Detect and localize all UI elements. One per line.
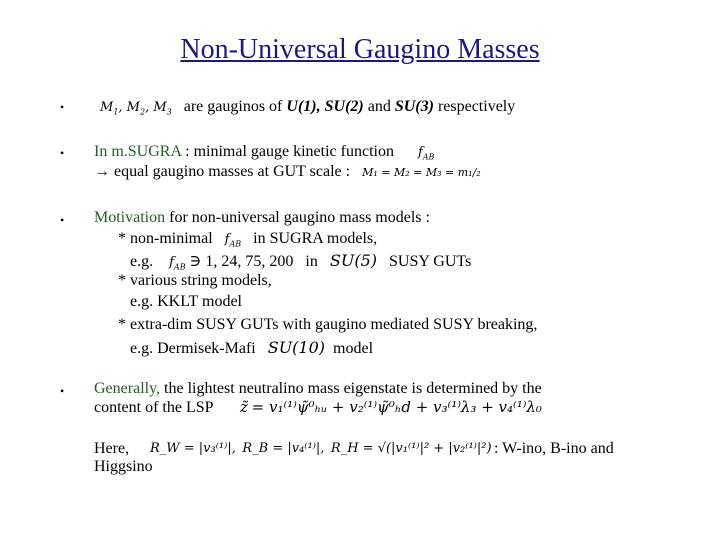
- m2-symbol: M: [126, 100, 140, 115]
- f-symbol: f: [417, 145, 423, 160]
- l1-f-symbol: f: [224, 232, 230, 247]
- group-u1: U(1),: [286, 98, 321, 115]
- slide-title: Non-Universal Gaugino Masses: [180, 34, 540, 65]
- bullet-2-line-2: [94, 163, 481, 181]
- lsp-eq-rhs: = v₁⁽¹⁾ψ̃⁰ₕᵤ + v₂⁽¹⁾ψ̃⁰ₕd + v₃⁽¹⁾λ₃ + v₄⁽¹⁾λ₀: [251, 398, 542, 416]
- bullet-4-line-2: content of the LSP: [94, 399, 214, 416]
- m1-symbol: M: [100, 100, 114, 115]
- b1-text-b: respectively: [437, 98, 516, 115]
- higgsino-label: Higgsino: [94, 458, 153, 475]
- bullet-2-line-1: [94, 143, 434, 162]
- b3-l1: * non-minimal: [118, 230, 213, 247]
- f-sub: AB: [422, 152, 435, 162]
- generally-highlight: Generally,: [94, 380, 161, 397]
- b3-l6: e.g. Dermisek-Mafi: [130, 340, 256, 357]
- b1-and: and: [367, 98, 391, 115]
- m3-sub: 3: [166, 107, 172, 117]
- here-label: Here,: [94, 440, 130, 457]
- b3-l2: e.g.: [130, 253, 154, 270]
- l2-f-symbol: f: [169, 255, 174, 270]
- motivation-highlight: Motivation: [94, 209, 166, 226]
- b3-text: for non-universal gaugino mass models :: [169, 209, 430, 226]
- su5-group: SU(5): [329, 251, 377, 270]
- bullet-3-line-4: * various string models,: [118, 272, 272, 289]
- lsp-equation: [240, 398, 542, 417]
- lsp-eq-lhs: z̃: [240, 398, 248, 416]
- l2-f-sub: AB: [173, 262, 186, 272]
- ratio-equations: [150, 440, 492, 456]
- b2-text: : minimal gauge kinetic function: [185, 143, 394, 160]
- group-su2: SU(2): [324, 98, 364, 115]
- ratio-h: R_H = √(|v₁⁽¹⁾|² + |v₂⁽¹⁾|²): [330, 441, 492, 456]
- reps-list: ∋ 1, 24, 75, 200: [189, 253, 294, 270]
- b3-l1-b: in SUGRA models,: [253, 230, 378, 247]
- ratio-b: R_B = |v₄⁽¹⁾|,: [242, 441, 325, 456]
- equal-mass-equation: M₁ = M₂ = M₃ = m₁/₂: [362, 166, 481, 179]
- bullet-3-line-2: [118, 230, 377, 249]
- su10-group: SU(10): [267, 338, 326, 357]
- m1-sub: 1: [113, 107, 119, 117]
- l1-f-sub: AB: [229, 239, 242, 249]
- b3-l2-b: SUSY GUTs: [388, 253, 472, 270]
- bullet-3-line-3: [130, 251, 471, 272]
- b4-text: the lightest neutralino mass eigenstate is determined by the: [164, 380, 542, 397]
- b2-arrow-line: → equal gaugino masses at GUT scale :: [94, 163, 351, 180]
- bullet-3-line-6: * extra-dim SUSY GUTs with gaugino mediated SUSY breaking,: [118, 316, 538, 333]
- bullet-1-dot: •: [60, 100, 65, 114]
- bullet-4-line-1: [94, 380, 542, 398]
- b3-l6-b: model: [333, 340, 374, 357]
- bullet-1-line: $M_1$, $M_2$, $M_3$ are gauginos of U(1), SU(2) and SU(3) respectively: [100, 98, 516, 117]
- ratio-w: R_W = |v₃⁽¹⁾|,: [150, 441, 236, 456]
- b3-l2-in: in: [305, 253, 318, 270]
- bullet-3-line-5: e.g. KKLT model: [130, 293, 242, 310]
- m2-sub: 2: [139, 107, 146, 117]
- ino-tail: : W-ino, B-ino and: [494, 440, 614, 457]
- msugra-highlight: In m.SUGRA: [94, 143, 182, 160]
- bullet-3-line-1: [94, 209, 430, 227]
- group-su3: SU(3): [394, 98, 434, 115]
- bullet-2-dot: •: [60, 146, 65, 160]
- m3-symbol: M: [153, 100, 167, 115]
- bullet-4-dot: •: [60, 384, 65, 398]
- b1-text-a: are gauginos of: [183, 98, 283, 115]
- bullet-3-line-7: [130, 338, 373, 358]
- bullet-3-dot: •: [60, 213, 65, 227]
